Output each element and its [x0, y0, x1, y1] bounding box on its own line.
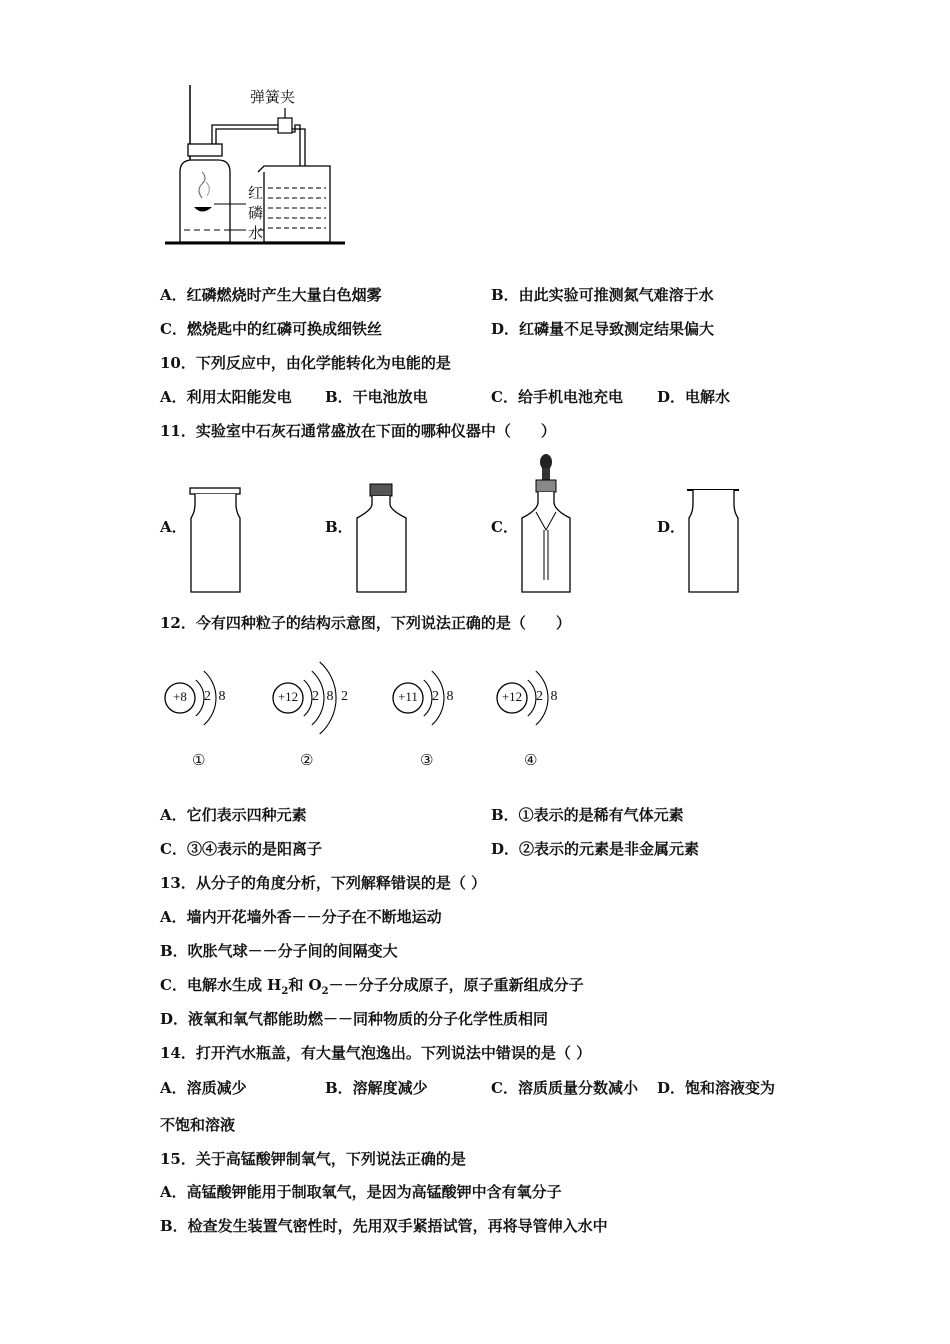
particle-marker: ③ [420, 751, 434, 769]
q11-label-c[interactable]: C． [491, 518, 518, 536]
particle-marker: ② [300, 751, 314, 769]
water-label: 水 [248, 224, 264, 242]
q14-option-d[interactable]: D．饱和溶液变为 [657, 1079, 776, 1097]
electron-shell-arc [424, 680, 432, 716]
q13-option-a[interactable]: A．墙内开花墙外香－－分子在不断地运动 [160, 908, 442, 926]
q10-option-c[interactable]: C．给手机电池充电 [491, 388, 623, 406]
wide-mouth-bottle-icon[interactable] [186, 486, 246, 596]
q9-option-b[interactable]: B．由此实验可推测氮气难溶于水 [491, 286, 714, 304]
q14-option-a[interactable]: A．溶质减少 [160, 1079, 247, 1097]
nucleus-charge: +12 [277, 689, 299, 704]
q11-label-a[interactable]: A． [160, 518, 187, 536]
particle-diagram [160, 648, 270, 773]
atom-structure-icon [388, 648, 498, 773]
q10-stem: 10．下列反应中，由化学能转化为电能的是 [160, 354, 451, 372]
q13-stem: 13．从分子的角度分析，下列解释错误的是（ ） [160, 874, 487, 892]
clamp-label: 弹簧夹 [250, 88, 296, 106]
q13-option-d[interactable]: D．液氧和氧气都能助燃－－同种物质的分子化学性质相同 [160, 1010, 549, 1028]
q14-option-d-continued[interactable]: 不饱和溶液 [160, 1116, 236, 1134]
q9-option-d[interactable]: D．红磷量不足导致测定结果偏大 [491, 320, 715, 338]
q15-stem: 15．关于高锰酸钾制氧气，下列说法正确的是 [160, 1150, 466, 1168]
electron-shell-arc [196, 680, 204, 716]
atom-structure-icon [160, 648, 270, 773]
particle-diagram [268, 648, 378, 773]
particle-marker: ④ [524, 751, 538, 769]
q12-stem: 12．今有四种粒子的结构示意图，下列说法正确的是（ ） [160, 614, 571, 632]
q13-option-c[interactable] [160, 975, 584, 1002]
electron-shell-arc [528, 680, 536, 716]
q12-option-c[interactable]: C．③④表示的是阳离子 [160, 840, 322, 858]
q15-option-a[interactable]: A．高锰酸钾能用于制取氧气，是因为高锰酸钾中含有氧分子 [160, 1183, 562, 1201]
narrow-mouth-bottle-icon[interactable] [352, 482, 412, 596]
q12-option-d[interactable]: D．②表示的元素是非金属元素 [491, 840, 700, 858]
q15-option-b[interactable]: B．检查发生装置气密性时，先用双手紧捂试管，再将导管伸入水中 [160, 1217, 608, 1235]
q9-option-a[interactable]: A．红磷燃烧时产生大量白色烟雾 [160, 286, 382, 304]
atom-structure-icon [492, 648, 602, 773]
q14-option-c[interactable]: C．溶质质量分数减小 [491, 1079, 638, 1097]
reagent-bottle-icon[interactable] [684, 486, 744, 596]
nucleus-charge: +8 [173, 689, 187, 704]
q11-label-b[interactable]: B． [325, 518, 353, 536]
electron-counts: 2 8 [536, 689, 560, 704]
q13-option-c-mid: 和 O [288, 976, 322, 994]
q13-option-b[interactable]: B．吹胀气球－－分子间的间隔变大 [160, 942, 398, 960]
particle-marker: ① [192, 751, 206, 769]
red-phosphorus-label-1: 红 [248, 184, 264, 202]
nucleus-charge: +12 [501, 689, 523, 704]
q10-option-d[interactable]: D．电解水 [657, 388, 731, 406]
electron-counts: 2 8 [432, 689, 456, 704]
atom-structure-icon [268, 648, 378, 773]
q11-label-d[interactable]: D． [657, 518, 686, 536]
q10-option-b[interactable]: B．干电池放电 [325, 388, 428, 406]
dropper-bottle-icon[interactable] [516, 452, 576, 596]
electron-counts: 2 8 [204, 689, 228, 704]
nucleus-charge: +11 [398, 689, 418, 704]
q13-option-c-suffix: －－分子分成原子，原子重新组成分子 [328, 976, 584, 994]
electron-counts: 2 8 2 [312, 689, 350, 704]
q13-option-c-prefix: C．电解水生成 H [160, 976, 282, 994]
particle-diagram [492, 648, 602, 773]
h2-subscript: 2 [281, 986, 289, 997]
q11-stem: 11．实验室中石灰石通常盛放在下面的哪种仪器中（ ） [160, 422, 556, 440]
q12-option-b[interactable]: B．①表示的是稀有气体元素 [491, 806, 684, 824]
particle-diagram [388, 648, 498, 773]
electron-shell-arc [304, 680, 312, 716]
o2-subscript: 2 [321, 986, 329, 997]
q12-option-a[interactable]: A．它们表示四种元素 [160, 806, 307, 824]
q10-option-a[interactable]: A．利用太阳能发电 [160, 388, 292, 406]
q14-option-b[interactable]: B．溶解度减少 [325, 1079, 428, 1097]
q14-stem: 14．打开汽水瓶盖，有大量气泡逸出。下列说法中错误的是（ ） [160, 1044, 592, 1062]
q9-option-c[interactable]: C．燃烧匙中的红磷可换成细铁丝 [160, 320, 382, 338]
red-phosphorus-label-2: 磷 [248, 204, 264, 222]
